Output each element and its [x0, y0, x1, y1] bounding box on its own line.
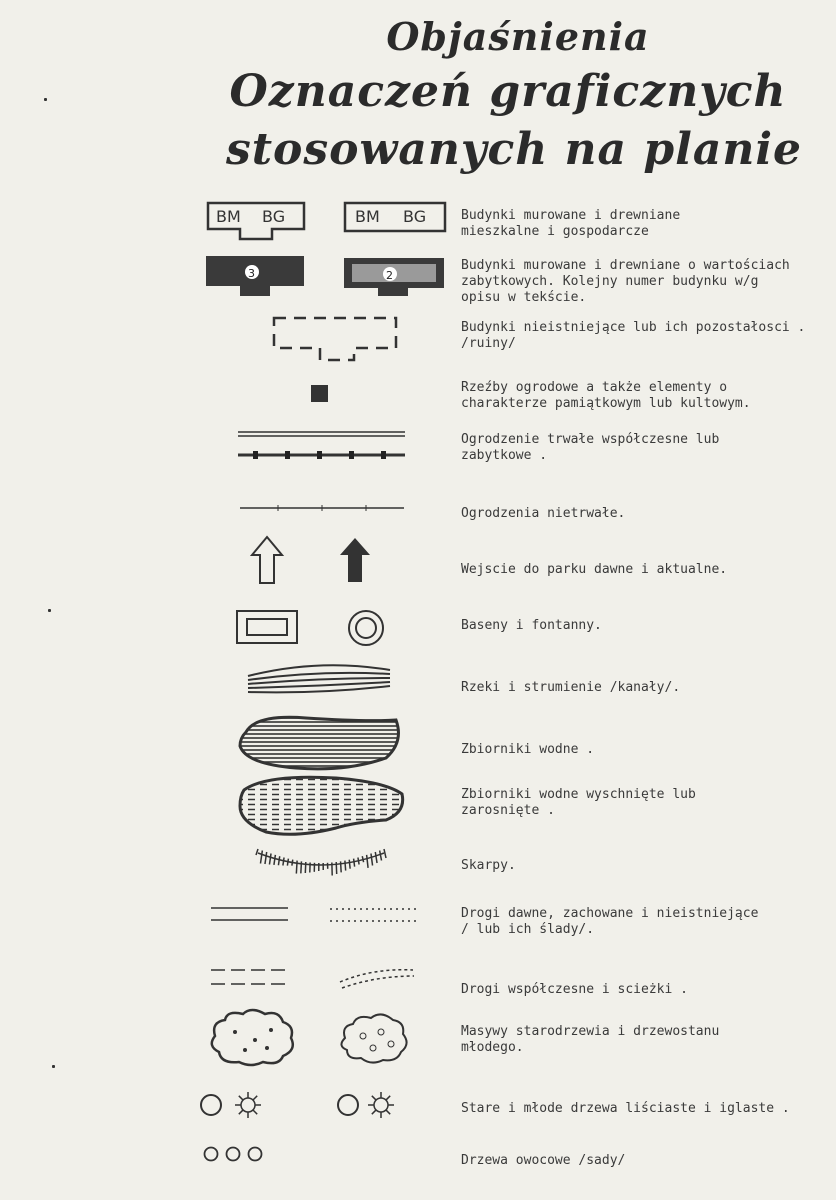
title-line-2: Oznaczeń graficznych: [229, 66, 787, 117]
label-modern-roads: Drogi współczesne i scieżki .: [461, 982, 688, 997]
label-old-roads: Drogi dawne, zachowane i nieistniejące / lub ich ślady/.: [461, 906, 759, 937]
stray-mark: [52, 1065, 55, 1068]
ruins-symbol: [270, 312, 405, 367]
rivers-symbol: [244, 660, 394, 700]
buildings-symbol: [200, 195, 450, 250]
label-permanent-fences: Ogrodzenie trwałe współczesne lub zabytkowe .: [461, 432, 720, 463]
sculpture-symbol: [308, 382, 332, 406]
bm-text-2: BM: [355, 207, 380, 226]
tree-masses-symbol: [205, 1008, 435, 1070]
label-fruit-trees: Drzewa owocowe /sady/: [461, 1153, 626, 1168]
stray-mark: [44, 98, 47, 101]
label-rivers: Rzeki i strumienie /kanały/.: [461, 680, 681, 695]
bm-text: BM: [216, 207, 241, 226]
historic-buildings-symbol: [200, 250, 450, 305]
label-entrance: Wejscie do parku dawne i aktualne.: [461, 562, 728, 577]
label-ruins: Budynki nieistniejące lub ich pozostałosci . /ruiny/: [461, 320, 806, 351]
label-escarpments: Skarpy.: [461, 858, 516, 873]
trees-symbol: [198, 1090, 403, 1122]
bg-text-2: BG: [403, 207, 427, 226]
pools-fountains-symbol: [234, 608, 389, 648]
title-line-1: Objaśnienia: [386, 14, 650, 59]
label-tree-masses: Masywy starodrzewia i drzewostanu młodego.: [461, 1024, 720, 1055]
label-pools: Baseny i fontanny.: [461, 618, 602, 633]
label-dried-reservoirs: Zbiorniki wodne wyschnięte lub zarosnięte .: [461, 787, 696, 818]
label-trees: Stare i młode drzewa liściaste i iglaste .: [461, 1101, 790, 1116]
label-sculptures: Rzeźby ogrodowe a także elementy o charakterze pamiątkowym lub kultowym.: [461, 380, 751, 411]
bg-text: BG: [262, 207, 286, 226]
building-number: 2: [386, 269, 393, 282]
building-number: 3: [248, 267, 255, 280]
old-roads-symbol: [208, 900, 423, 930]
temporary-fence-symbol: [238, 500, 408, 516]
label-buildings: Budynki murowane i drewniane mieszkalne i gospodarcze: [461, 208, 681, 239]
modern-roads-symbol: [208, 962, 418, 992]
permanent-fence-symbol: [235, 425, 410, 465]
label-temporary-fences: Ogrodzenia nietrwałe.: [461, 506, 626, 521]
water-reservoir-symbol: [236, 712, 406, 774]
label-water-reservoirs: Zbiorniki wodne .: [461, 742, 595, 757]
fruit-trees-symbol: [200, 1142, 270, 1166]
stray-mark: [48, 609, 51, 612]
title-line-3: stosowanych na planie: [225, 124, 803, 175]
escarpment-symbol: [254, 843, 389, 879]
dried-reservoir-symbol: [236, 772, 411, 840]
label-historic-buildings: Budynki murowane i drewniane o wartościach zabytkowych. Kolejny numer budynku w/g opisu w tekście.: [461, 258, 790, 305]
entrance-arrows-symbol: [250, 535, 380, 587]
